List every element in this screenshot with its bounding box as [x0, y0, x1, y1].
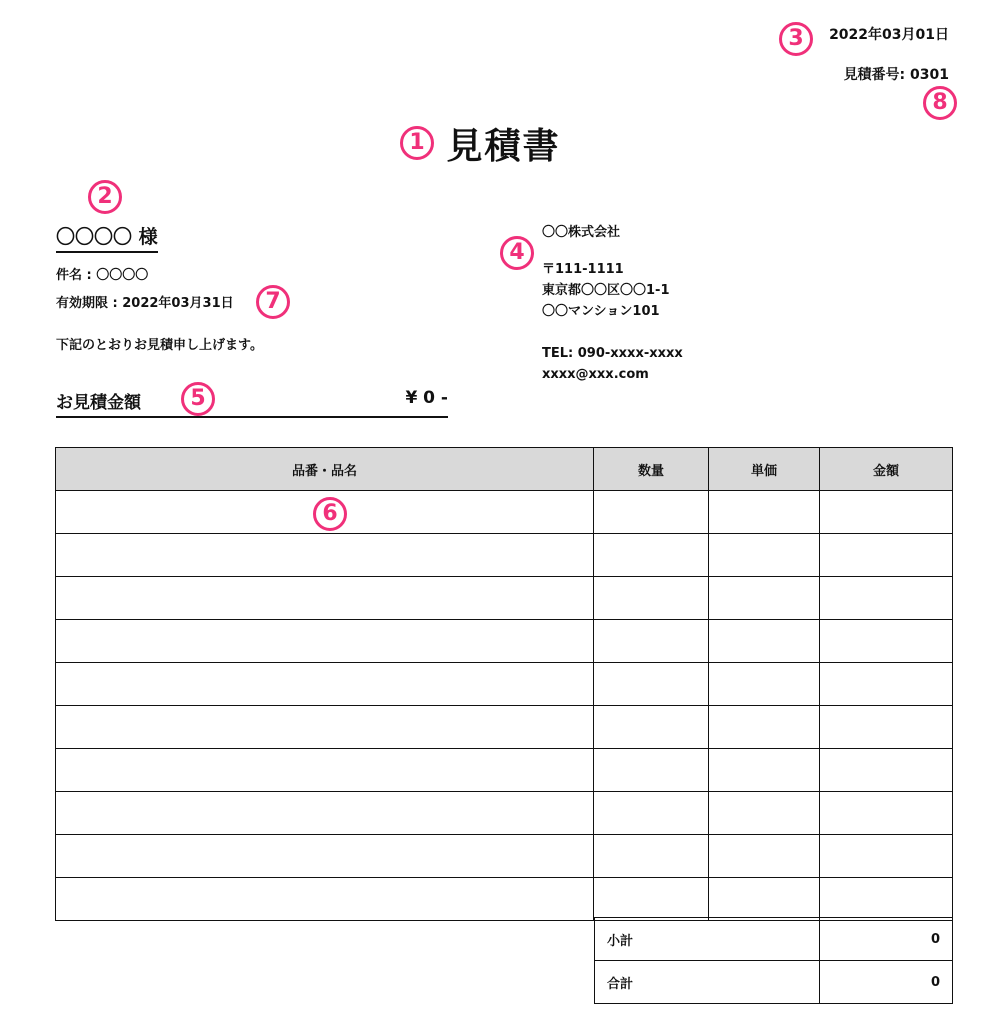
validity-date: 有効期限 : 2022年03月31日 — [56, 296, 234, 311]
cell-quantity — [594, 491, 709, 534]
table-header-row — [56, 448, 953, 491]
cell-quantity — [594, 620, 709, 663]
grand-total-row — [595, 961, 953, 1004]
summary-table — [594, 917, 953, 1004]
cell-quantity — [594, 749, 709, 792]
cell-amount — [820, 878, 953, 921]
company-email: xxxx@xxx.com — [542, 367, 649, 382]
intro-text: 下記のとおりお見積申し上げます。 — [56, 338, 263, 353]
cell-unit-price — [709, 835, 820, 878]
marker-3-badge: 3 — [779, 22, 813, 56]
marker-5-badge: 5 — [181, 382, 215, 416]
grand-total-value: 0 — [820, 961, 953, 1004]
cell-unit-price — [709, 620, 820, 663]
cell-unit-price — [709, 491, 820, 534]
cell-unit-price — [709, 663, 820, 706]
subtotal-value: 0 — [820, 918, 953, 961]
table-row — [56, 878, 953, 921]
cell-item — [56, 706, 594, 749]
estimate-total-row — [56, 386, 448, 418]
company-info — [542, 222, 683, 385]
cell-unit-price — [709, 706, 820, 749]
cell-unit-price — [709, 577, 820, 620]
cell-amount — [820, 534, 953, 577]
cell-quantity — [594, 706, 709, 749]
estimate-total-value: ¥ 0 - — [405, 388, 448, 408]
table-row — [56, 749, 953, 792]
cell-amount — [820, 835, 953, 878]
company-address2: 〇〇マンション101 — [542, 304, 660, 319]
table-row — [56, 792, 953, 835]
marker-4-badge: 4 — [500, 236, 534, 270]
cell-unit-price — [709, 749, 820, 792]
marker-1-badge: 1 — [400, 126, 434, 160]
document-number: 見積番号: 0301 — [843, 67, 949, 83]
document-title: 見積書 — [446, 126, 561, 167]
table-row — [56, 620, 953, 663]
table-row — [56, 491, 953, 534]
cell-item — [56, 792, 594, 835]
table-row — [56, 534, 953, 577]
company-address1: 東京都〇〇区〇〇1-1 — [542, 283, 670, 298]
header-quantity: 数量 — [594, 448, 709, 491]
cell-amount — [820, 491, 953, 534]
cell-amount — [820, 620, 953, 663]
issue-date: 2022年03月01日 — [829, 27, 949, 43]
cell-amount — [820, 706, 953, 749]
cell-item — [56, 749, 594, 792]
cell-item — [56, 835, 594, 878]
cell-unit-price — [709, 792, 820, 835]
cell-amount — [820, 792, 953, 835]
table-row — [56, 577, 953, 620]
cell-item — [56, 534, 594, 577]
table-row — [56, 663, 953, 706]
estimate-total-label: お見積金額 — [56, 393, 141, 413]
subtotal-label: 小計 — [595, 918, 820, 961]
marker-8-badge: 8 — [923, 86, 957, 120]
grand-total-label: 合計 — [595, 961, 820, 1004]
cell-amount — [820, 749, 953, 792]
table-row — [56, 835, 953, 878]
header-item-name: 品番・品名 — [56, 448, 594, 491]
subtotal-row — [595, 918, 953, 961]
cell-amount — [820, 577, 953, 620]
cell-item — [56, 620, 594, 663]
cell-quantity — [594, 663, 709, 706]
cell-item — [56, 878, 594, 921]
header-amount: 金額 — [820, 448, 953, 491]
subject-line: 件名 : 〇〇〇〇 — [56, 268, 149, 283]
cell-quantity — [594, 792, 709, 835]
marker-7-badge: 7 — [256, 285, 290, 319]
cell-item — [56, 663, 594, 706]
recipient-name: 〇〇〇〇 様 — [56, 222, 158, 253]
table-row — [56, 706, 953, 749]
cell-quantity — [594, 878, 709, 921]
company-name: 〇〇株式会社 — [542, 225, 621, 240]
cell-quantity — [594, 577, 709, 620]
company-postal: 〒111-1111 — [542, 262, 624, 277]
cell-amount — [820, 663, 953, 706]
cell-unit-price — [709, 878, 820, 921]
items-table — [55, 447, 953, 921]
cell-unit-price — [709, 534, 820, 577]
header-unit-price: 単価 — [709, 448, 820, 491]
cell-item — [56, 577, 594, 620]
cell-quantity — [594, 835, 709, 878]
marker-6-badge: 6 — [313, 497, 347, 531]
marker-2-badge: 2 — [88, 180, 122, 214]
company-tel: TEL: 090-xxxx-xxxx — [542, 346, 683, 361]
cell-quantity — [594, 534, 709, 577]
